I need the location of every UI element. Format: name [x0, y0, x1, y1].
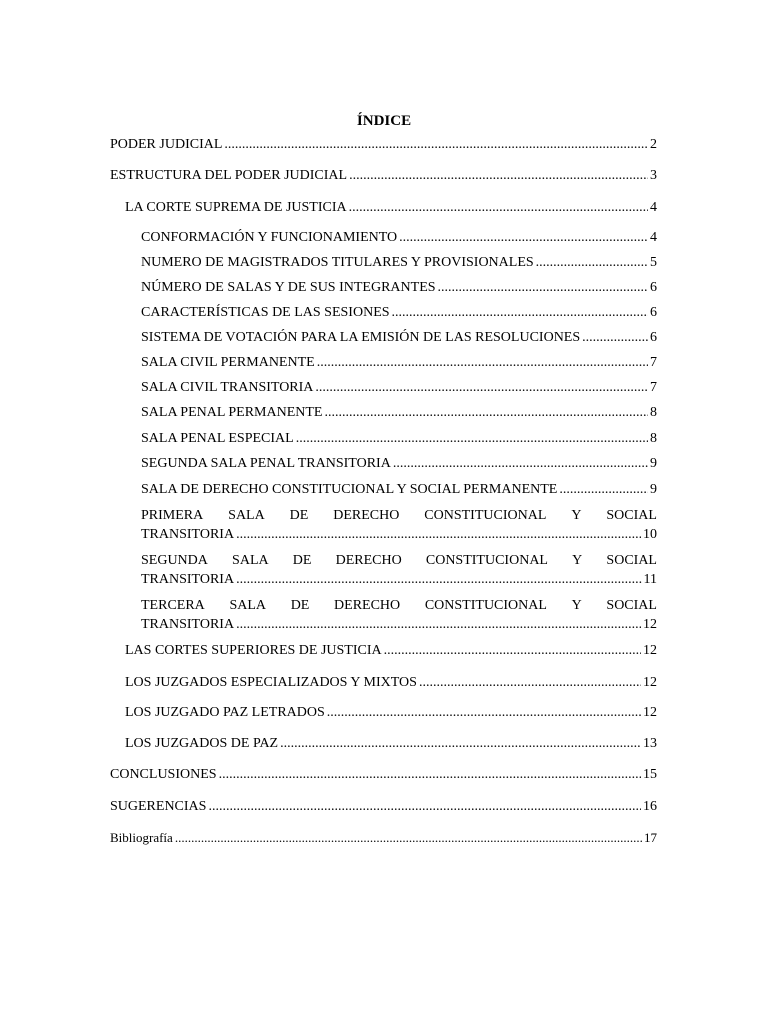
toc-entry-label: CONFORMACIÓN Y FUNCIONAMIENTO — [141, 230, 398, 245]
word: Y — [571, 598, 582, 613]
dot-leader — [236, 570, 641, 589]
toc-entry-page: 6 — [650, 330, 657, 345]
toc-entry — [141, 506, 657, 544]
word: SOCIAL — [606, 553, 657, 568]
word: Y — [571, 508, 582, 523]
toc-entry-label: SISTEMA DE VOTACIÓN PARA LA EMISIÓN DE LAS RESOLUCIONES — [141, 330, 581, 345]
toc-entry-page: 7 — [650, 355, 657, 370]
toc-entry-label: SALA DE DERECHO CONSTITUCIONAL Y SOCIAL PERMANENTE — [141, 482, 558, 497]
word: SOCIAL — [606, 598, 657, 613]
dot-leader — [280, 734, 641, 753]
toc-entry-label: Bibliografía — [110, 830, 173, 845]
toc-entry — [110, 135, 657, 154]
dot-leader — [317, 353, 648, 372]
toc-entry-label: SEGUNDA SALA PENAL TRANSITORIA — [141, 456, 391, 471]
word: DE — [292, 553, 312, 568]
dot-leader — [536, 253, 648, 272]
toc-entry — [141, 480, 657, 499]
toc-entry-label: SUGERENCIAS — [110, 799, 207, 814]
toc-entry-page: 12 — [643, 705, 657, 720]
dot-leader — [438, 278, 648, 297]
toc-entry — [125, 734, 657, 753]
toc-entry-label: LA CORTE SUPREMA DE JUSTICIA — [125, 200, 347, 215]
toc-entry-label: SALA CIVIL TRANSITORIA — [141, 380, 314, 395]
toc-entry-page: 4 — [650, 200, 657, 215]
toc-entry — [141, 278, 657, 297]
word: SOCIAL — [606, 508, 657, 523]
toc-entry-page: 11 — [643, 572, 657, 587]
toc-entry — [141, 328, 657, 347]
dot-leader — [393, 454, 648, 473]
toc-title: ÍNDICE — [356, 113, 412, 129]
word: SALA — [229, 598, 267, 613]
toc-entry — [141, 454, 657, 473]
toc-entry — [125, 641, 657, 660]
dot-leader — [349, 198, 648, 217]
dot-leader — [236, 615, 641, 634]
toc-entry-page: 12 — [643, 617, 657, 632]
word: SALA — [228, 508, 265, 523]
dot-leader — [325, 403, 649, 422]
dot-leader — [224, 135, 648, 154]
toc-entry-page: 17 — [644, 830, 657, 845]
toc-entry-label: SALA PENAL PERMANENTE — [141, 405, 323, 420]
toc-entry-label: LAS CORTES SUPERIORES DE JUSTICIA — [125, 643, 382, 658]
toc-entry-page: 6 — [650, 280, 657, 295]
dot-leader — [327, 703, 641, 722]
dot-leader — [582, 328, 648, 347]
dot-leader — [399, 228, 648, 247]
toc-entry-page: 9 — [650, 482, 657, 497]
toc-entry-label: NÚMERO DE SALAS Y DE SUS INTEGRANTES — [141, 280, 436, 295]
toc-entry — [141, 551, 657, 589]
toc-entry-label: CONCLUSIONES — [110, 767, 217, 782]
dot-leader — [384, 641, 641, 660]
toc-entry-page: 4 — [650, 230, 657, 245]
dot-leader — [208, 797, 641, 816]
toc-entry-page: 6 — [650, 305, 657, 320]
toc-entry-page: 12 — [643, 643, 657, 658]
word: CONSTITUCIONAL — [425, 553, 548, 568]
toc-entry-label: LOS JUZGADOS ESPECIALIZADOS Y MIXTOS — [125, 675, 417, 690]
word: DE — [289, 508, 309, 523]
dot-leader — [296, 429, 648, 448]
word: DE — [290, 598, 310, 613]
toc-entry-label: ESTRUCTURA DEL PODER JUDICIAL — [110, 168, 348, 183]
toc-entry — [141, 253, 657, 272]
toc-entry — [141, 228, 657, 247]
toc-entry — [110, 828, 657, 847]
toc-entry-label: LOS JUZGADOS DE PAZ — [125, 736, 279, 751]
toc-entry — [110, 765, 657, 784]
toc-entry-label — [141, 596, 657, 615]
dot-leader — [419, 673, 641, 692]
toc-entry — [141, 403, 657, 422]
word: SEGUNDA — [141, 553, 208, 568]
toc-entry-label: SALA PENAL ESPECIAL — [141, 431, 294, 446]
word: CONSTITUCIONAL — [424, 508, 547, 523]
toc-entry — [125, 198, 657, 217]
toc-entry-page: 12 — [643, 675, 657, 690]
toc-entry-page: 16 — [643, 799, 657, 814]
word: Y — [572, 553, 583, 568]
toc-entry-page: 15 — [643, 767, 657, 782]
dot-leader — [392, 303, 648, 322]
toc-entry — [125, 673, 657, 692]
toc-entry-page: 3 — [650, 168, 657, 183]
toc-entry — [141, 429, 657, 448]
toc-entry — [141, 303, 657, 322]
toc-entry-label: NUMERO DE MAGISTRADOS TITULARES Y PROVISIONALES — [141, 255, 534, 270]
dot-leader — [219, 765, 641, 784]
toc-entry — [110, 797, 657, 816]
toc-entry-label-continued: TRANSITORIA — [141, 527, 235, 542]
word: DERECHO — [333, 508, 400, 523]
word: TERCERA — [141, 598, 205, 613]
toc-entry-label: LOS JUZGADO PAZ LETRADOS — [125, 705, 325, 720]
toc-entry-page: 8 — [650, 431, 657, 446]
word: DERECHO — [335, 553, 402, 568]
toc-entry-label: PODER JUDICIAL — [110, 137, 223, 152]
dot-leader — [236, 525, 641, 544]
dot-leader — [349, 166, 648, 185]
toc-entry-page: 8 — [650, 405, 657, 420]
toc-entry — [141, 596, 657, 634]
word: PRIMERA — [141, 508, 204, 523]
toc-entry — [141, 378, 657, 397]
toc-entry-label — [141, 551, 657, 570]
word: CONSTITUCIONAL — [424, 598, 547, 613]
toc-entry-label — [141, 506, 657, 525]
toc-entry-page: 7 — [650, 380, 657, 395]
toc-entry — [110, 166, 657, 185]
toc-entry-page: 9 — [650, 456, 657, 471]
word: DERECHO — [334, 598, 401, 613]
toc-entry-label: CARACTERÍSTICAS DE LAS SESIONES — [141, 305, 390, 320]
word: SALA — [232, 553, 269, 568]
toc-entry-label-continued: TRANSITORIA — [141, 617, 235, 632]
toc-entry-page: 13 — [643, 736, 657, 751]
toc-entry-label-continued: TRANSITORIA — [141, 572, 235, 587]
dot-leader — [315, 378, 648, 397]
dot-leader — [175, 828, 642, 847]
toc-entry — [125, 703, 657, 722]
toc-entry-page: 5 — [650, 255, 657, 270]
toc-entry-page: 10 — [643, 527, 657, 542]
toc-entry-label: SALA CIVIL PERMANENTE — [141, 355, 315, 370]
dot-leader — [559, 480, 648, 499]
toc-entry — [141, 353, 657, 372]
toc-entry-page: 2 — [650, 137, 657, 152]
